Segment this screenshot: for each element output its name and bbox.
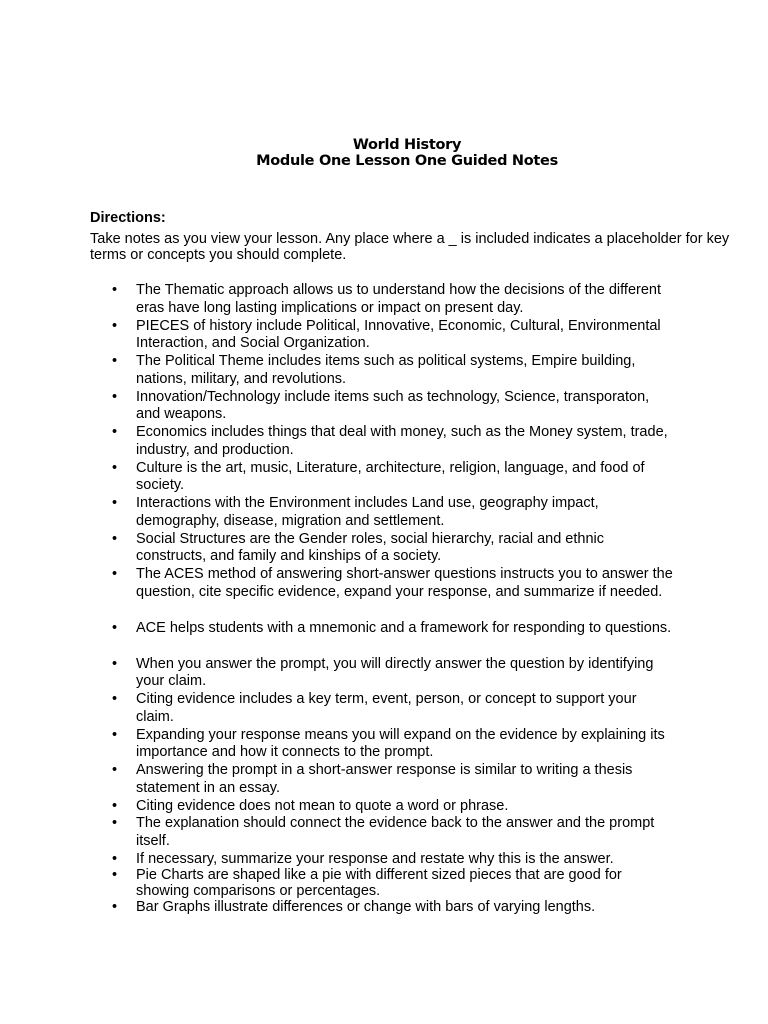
bullet-icon: • [112, 530, 118, 547]
bullet-icon: • [112, 867, 118, 883]
bullet-icon: • [112, 815, 118, 831]
bullet-icon: • [112, 495, 118, 511]
note-text: Culture is the art, music, Literature, architecture, religion, language, and food of society. [136, 459, 645, 494]
note-text: Expanding your response means you will expand on the evidence by explaining its importance and how it connects to the prompt. [136, 726, 665, 761]
note-text: The explanation should connect the evidence back to the answer and the prompt itself. [136, 815, 655, 849]
document-subtitle: Module One Lesson One Guided Notes [256, 153, 558, 169]
note-text: The Thematic approach allows us to understand how the decisions of the different eras have long lasting implications or impact on present day. [136, 282, 662, 316]
bullet-icon: • [112, 691, 118, 707]
directions-heading: Directions: [90, 210, 166, 226]
note-text: When you answer the prompt, you will directly answer the question by identifying your claim. [136, 655, 654, 690]
bullet-icon: • [112, 899, 118, 915]
bullet-icon: • [112, 317, 118, 334]
note-text: Bar Graphs illustrate differences or change with bars of varying lengths. [136, 899, 596, 915]
bullet-icon: • [112, 566, 118, 582]
bullet-icon: • [112, 282, 118, 298]
note-text: The ACES method of answering short-answer questions instructs you to answer the question, cite specific evidence, expand your response, and summarize if needed. [136, 566, 673, 600]
title-block [0, 137, 768, 169]
bullet-icon: • [112, 851, 118, 867]
note-text: Answering the prompt in a short-answer response is similar to writing a thesis statement in an essay. [136, 762, 633, 796]
bullet-icon: • [112, 797, 118, 814]
bullet-icon: • [112, 353, 118, 369]
note-text: Social Structures are the Gender roles, social hierarchy, racial and ethnic constructs, and family and kinships of a society. [136, 530, 604, 565]
note-text: Citing evidence does not mean to quote a word or phrase. [136, 797, 509, 814]
bullet-icon: • [112, 655, 118, 672]
note-text: Innovation/Technology include items such as technology, Science, transporaton, and weapons. [136, 388, 650, 423]
directions-text: Take notes as you view your lesson. Any place where a _ is included indicates a placeholder for key terms or concepts you should complete. [90, 231, 730, 263]
bullet-icon: • [112, 424, 118, 440]
note-text: Pie Charts are shaped like a pie with different sized pieces that are good for showing comparisons or percentages. [136, 867, 622, 899]
bullet-icon: • [112, 762, 118, 778]
note-text: PIECES of history include Political, Innovative, Economic, Cultural, Environmental Interaction, and Social Organization. [136, 317, 661, 352]
bullet-icon: • [112, 459, 118, 476]
note-text: Citing evidence includes a key term, event, person, or concept to support your claim. [136, 691, 637, 725]
bullet-icon: • [112, 619, 118, 636]
note-text: If necessary, summarize your response and restate why this is the answer. [136, 851, 614, 867]
bullet-icon: • [112, 726, 118, 743]
note-text: Economics includes things that deal with money, such as the Money system, trade, industry, and production. [136, 424, 668, 458]
note-text: ACE helps students with a mnemonic and a framework for responding to questions. [136, 619, 672, 636]
bullet-icon: • [112, 388, 118, 405]
note-text: The Political Theme includes items such as political systems, Empire building, nations, military, and revolutions. [136, 353, 636, 387]
note-text: Interactions with the Environment includes Land use, geography impact, demography, disease, migration and settlement. [136, 495, 599, 529]
document-title: World History [352, 137, 462, 153]
